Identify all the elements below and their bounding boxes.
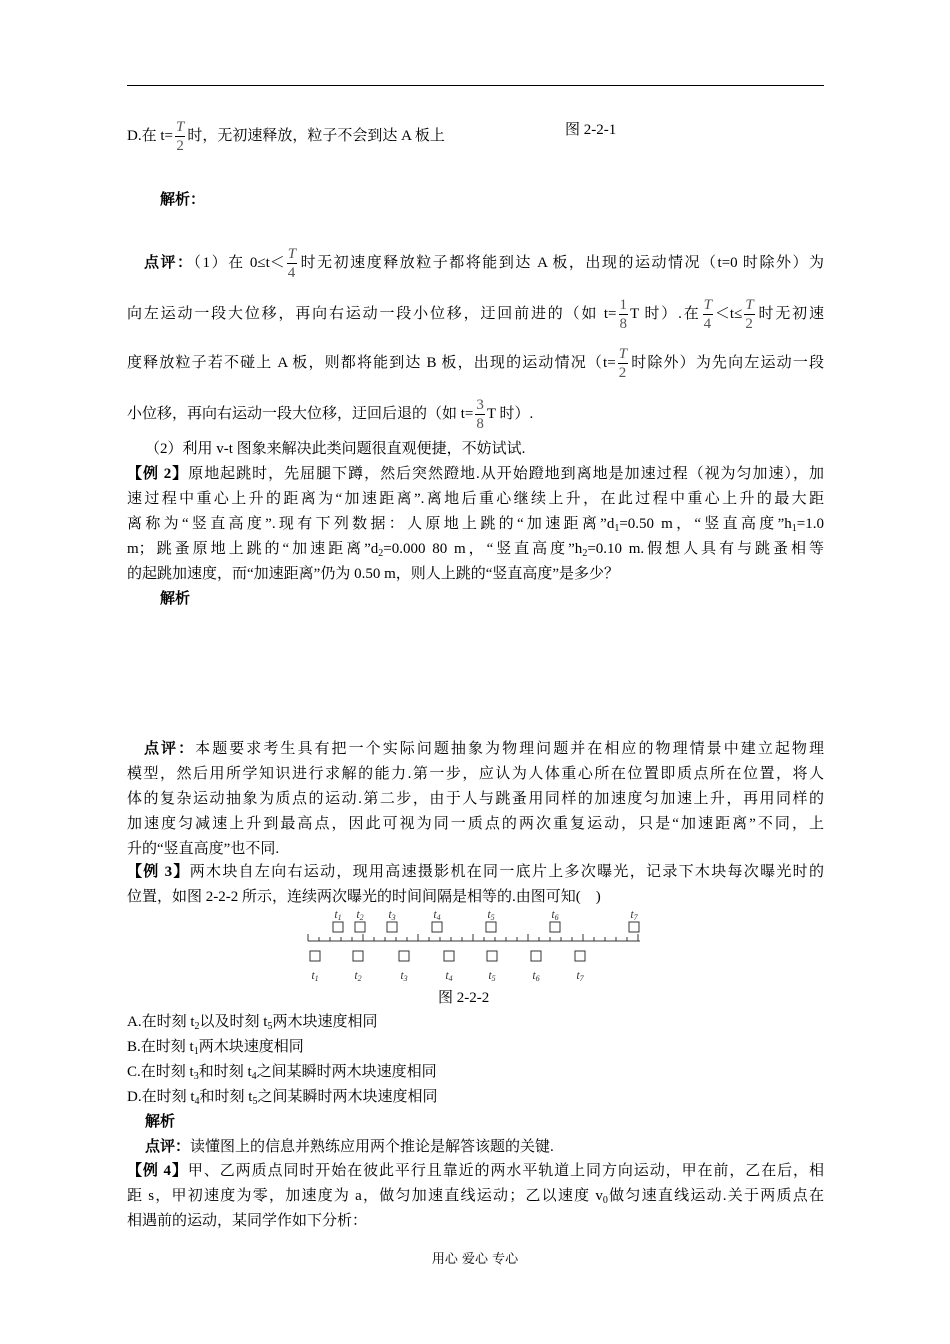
option-b: B.在时刻 $t_1$两木块速度相同 — [127, 1039, 304, 1057]
example-2-line-1: 【例 2】原地起跳时，先屈腿下蹲，然后突然蹬地.从开始蹬地到离地是加速过程（视为匀加速），加 — [127, 466, 824, 482]
option-a: A.在时刻 $t_2$以及时刻 $t_5$两木块速度相同 — [127, 1014, 378, 1032]
comment-1-line-2: 向左运动一段大位移，再向右运动一段小位移，迂回前进的（如 t= $\frac{1}{8}$ T 时）.在 $\frac{T}{4}$ ＜t≤ $\frac{T}{2}$ 时无初速 — [127, 297, 824, 332]
top-block-marker — [333, 922, 343, 932]
fraction-t-over-4: $\frac{T}{4}$ — [703, 297, 712, 332]
example-3-line-2: 位置，如图 2-2-2 所示，连续两次曝光的时间间隔是相等的.由图可知( ) — [127, 889, 601, 905]
top-time-label: t4 — [433, 907, 441, 922]
analysis-heading-1: 解析： — [160, 192, 206, 208]
fraction-t-over-2: $\frac{T}{2}$ — [745, 297, 754, 332]
analysis-heading-2: 解析 — [160, 591, 191, 607]
top-time-label: t6 — [551, 907, 559, 922]
top-time-label: t3 — [388, 907, 396, 922]
bottom-time-label: t3 — [400, 968, 408, 982]
comment-2-line-3: 体的复杂运动抽象为质点的运动.第二步，由于人与跳蚤用同样的加速度匀加速上升，再用同样的 — [127, 791, 824, 807]
fraction-t-over-4: $\frac{T}{4}$ — [287, 246, 297, 281]
bottom-block-marker — [531, 951, 541, 961]
fraction-1-over-8: $\frac{1}{8}$ — [619, 297, 627, 332]
page-footer: 用心 爱心 专心 — [431, 1252, 519, 1267]
top-time-label: t2 — [356, 907, 364, 922]
example-4-line-1: 【例 4】甲、乙两质点同时开始在彼此平行且靠近的两水平轨道上同方向运动，甲在前，乙在后，相 — [127, 1163, 824, 1179]
option-d-ex3: D.在时刻 $t_4$和时刻 $t_5$之间某瞬时两木块速度相同 — [127, 1089, 438, 1107]
fraction-t-over-2: $\frac{T}{2}$ — [175, 119, 185, 154]
comment-3: 点评：读懂图上的信息并熟练应用两个推论是解答该题的关键. — [145, 1139, 554, 1155]
comment-2-line-4: 加速度匀减速上升到最高点，因此可视为同一质点的两次重复运动，只是“加速距离”不同，上 — [127, 816, 824, 832]
comment-2-line-2: 模型，然后用所学知识进行求解的能力.第一步，应认为人体重心所在位置即质点所在位置，将人 — [127, 766, 824, 782]
bottom-block-marker — [310, 951, 320, 961]
bottom-block-marker — [575, 951, 585, 961]
example-3-line-1: 【例 3】两木块自左向右运动，现用高速摄影机在同一底片上多次曝光，记录下木块每次曝光时的 — [127, 864, 824, 880]
comment-1-line-1: 点评：（1）在 0≤t＜ $\frac{T}{4}$ 时无初速度释放粒子都将能到达 A 板，出现的运动情况（t=0 时除外）为 — [144, 246, 824, 281]
bottom-block-marker — [353, 951, 363, 961]
example-2-line-3: 离称为“竖直高度”.现有下列数据：人原地上跳的“加速距离$”d_1=0.50$ m，“竖直高度$”h_1=1.0$ — [127, 516, 824, 534]
comment-1-line-4: 小位移，再向右运动一段大位移，迂回后退的（如 t= $\frac{3}{8}$ T 时）. — [127, 397, 534, 432]
example-4-line-2: 距 s，甲初速度为零，加速度为 a，做匀加速直线运动；乙以速度 $v_0$做匀速直线运动.关于两质点在 — [127, 1188, 824, 1206]
bottom-time-label: t4 — [445, 968, 453, 982]
top-block-marker — [387, 922, 397, 932]
example-2-line-5: 的起跳加速度，而“加速距离”仍为 0.50 m，则人上跳的“竖直高度”是多少？ — [127, 566, 620, 582]
fraction-t-over-2: $\frac{T}{2}$ — [618, 346, 628, 381]
example-2-line-4: m；跳蚤原地上跳的“加速距离$”d_2=0.000$ 80 m，“竖直高度$”h_2=0.10$ m.假想人具有与跳蚤相等 — [127, 541, 824, 559]
bottom-time-label: t2 — [354, 968, 362, 982]
top-block-marker — [355, 922, 365, 932]
option-c: C.在时刻 $t_3$和时刻 $t_4$之间某瞬时两木块速度相同 — [127, 1064, 437, 1082]
comment-1-line-5: （2）利用 v-t 图象来解决此类问题很直观便捷，不妨试试. — [145, 441, 526, 457]
top-time-label: t1 — [334, 907, 342, 922]
bottom-block-marker — [487, 951, 497, 961]
figure-2-2-2 — [300, 904, 650, 987]
bottom-block-marker — [444, 951, 454, 961]
example-2-line-2: 速过程中重心上升的距离为“加速距离”.离地后重心继续上升，在此过程中重心上升的最大距 — [127, 491, 824, 507]
comment-2-line-1: 点评：本题要求考生具有把一个实际问题抽象为物理问题并在相应的物理情景中建立起物理 — [144, 741, 824, 757]
bottom-block-marker — [399, 951, 409, 961]
bottom-time-label: t5 — [488, 968, 496, 982]
comment-2-line-5: 升的“竖直高度”也不同. — [127, 841, 280, 857]
bottom-time-label: t7 — [576, 968, 584, 982]
header-rule — [127, 85, 824, 86]
analysis-heading-3: 解析 — [145, 1114, 176, 1130]
top-time-label: t7 — [630, 907, 638, 922]
comment-1-line-3: 度释放粒子若不碰上 A 板，则都将能到达 B 板，出现的运动情况（t= $\frac{T}{2}$ 时除外）为先向左运动一段 — [127, 346, 824, 381]
top-block-marker — [550, 922, 560, 932]
top-block-marker — [629, 922, 639, 932]
bottom-time-label: t6 — [532, 968, 540, 982]
bottom-time-label: t1 — [311, 968, 319, 982]
top-time-label: t5 — [487, 907, 495, 922]
example-4-line-3: 相遇前的运动，某同学作如下分析： — [127, 1213, 368, 1229]
fraction-3-over-8: $\frac{3}{8}$ — [476, 397, 484, 432]
option-d: D.在 t= $\frac{T}{2}$ 时，无初速释放，粒子不会到达 A 板上 图 2-2-1 — [127, 119, 617, 154]
figure-label-2-2-1: 图 2-2-1 — [565, 122, 617, 138]
top-block-marker — [432, 922, 442, 932]
figure-caption-2-2-2: 图 2-2-2 — [438, 990, 490, 1006]
top-block-marker — [486, 922, 496, 932]
